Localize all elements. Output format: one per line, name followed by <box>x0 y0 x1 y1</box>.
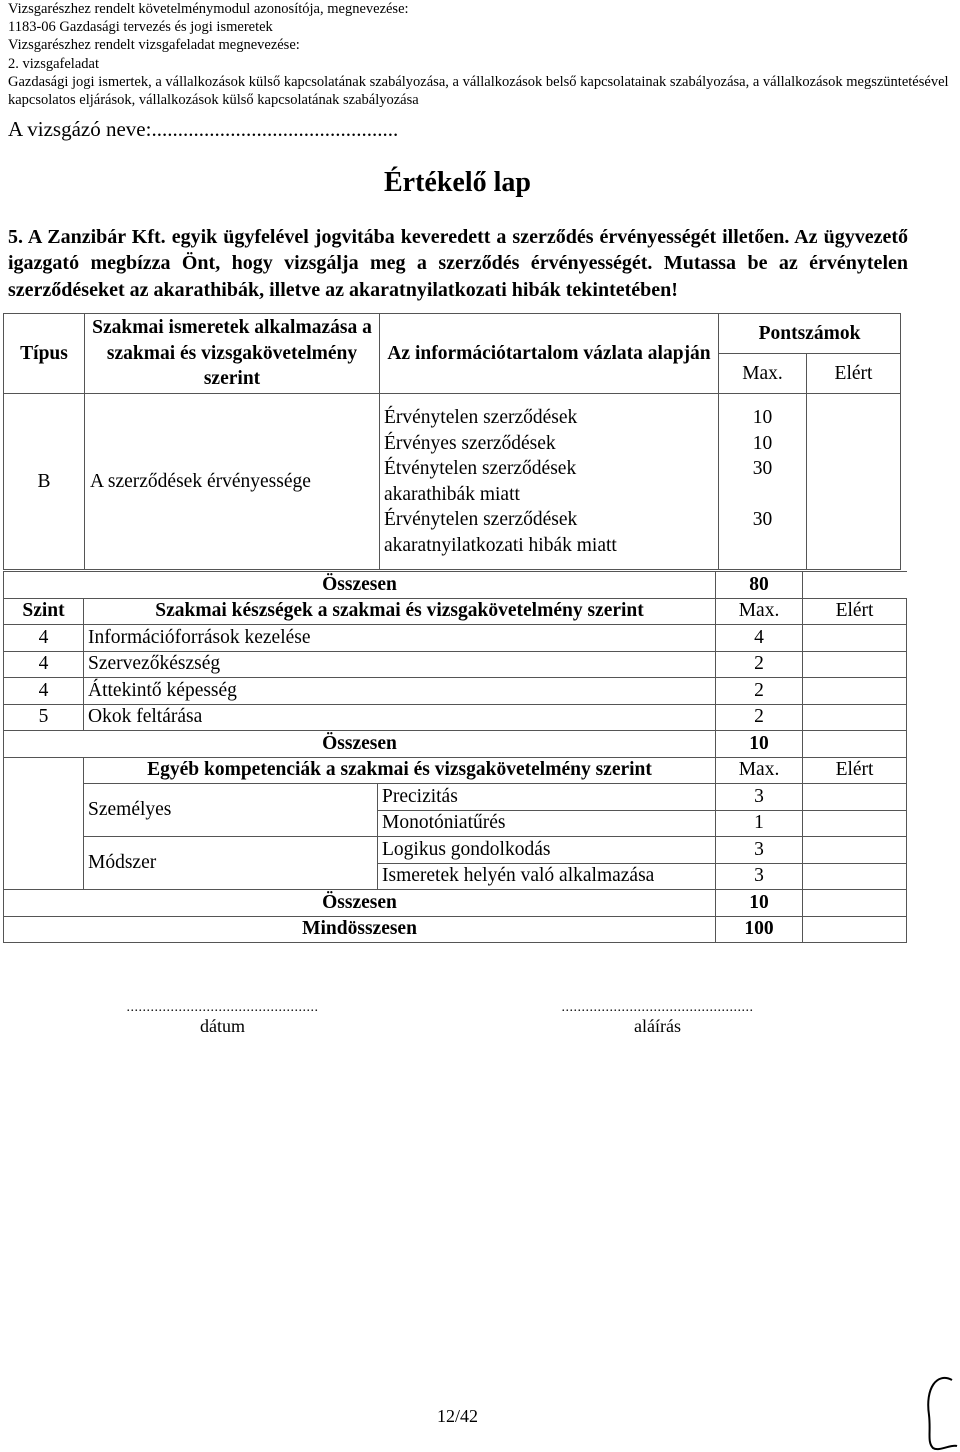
col-header-max: Max. <box>719 354 807 394</box>
competence-max: 3 <box>716 837 803 864</box>
subtotal-label: Összesen <box>4 572 716 599</box>
col-header-other: Egyéb kompetenciák a szakmai és vizsgakövetelmény szerint <box>84 757 716 784</box>
competence-achieved <box>803 784 907 811</box>
col-header-achieved: Elért <box>807 354 901 394</box>
col-header-knowledge: Szakmai ismeretek alkalmazása a szakmai és vizsgakövetelmény szerint <box>85 314 380 394</box>
header-task-label: Vizsgarészhez rendelt vizsgafeladat megnevezése: <box>8 37 300 54</box>
competence-group-method: Módszer <box>84 837 378 890</box>
skill-level: 4 <box>4 625 84 652</box>
competence-achieved <box>803 810 907 837</box>
info-item: Érvénytelen szerződések <box>384 407 578 428</box>
col-header-max: Max. <box>716 757 803 784</box>
row-topic: A szerződések érvényessége <box>85 394 380 570</box>
header-module-label: Vizsgarészhez rendelt követelménymodul azonosítója, megnevezése: <box>8 1 409 17</box>
max-point: 10 <box>752 432 773 454</box>
competence-max: 3 <box>716 784 803 811</box>
skills-table <box>3 571 907 943</box>
skill-max: 2 <box>716 678 803 705</box>
col-header-skills: Szakmai készségek a szakmai és vizsgakövetelmény szerint <box>84 598 716 625</box>
skill-level: 4 <box>4 678 84 705</box>
table-row <box>4 625 907 652</box>
table-row <box>4 784 907 811</box>
task-description: 5. A Zanzibár Kft. egyik ügyfelével jogvitába keveredett a szerződés érvényességét illetően. Az ügyvezető igazgató megbízza Önt, hogy vizsgálja meg a szerződés érvényességét. Mutassa be az érvénytelen szerződéseket az akarathibák, illetve az akaratnyilatkozati hibák tekintetében! <box>8 226 908 301</box>
subtotal-achieved <box>803 572 907 599</box>
header-module-name: 1183-06 Gazdasági tervezés és jogi ismeretek <box>8 19 273 36</box>
row-type: B <box>4 394 85 570</box>
info-item: Érvényes szerződések <box>384 432 556 454</box>
grand-total-label: Mindösszesen <box>4 916 716 943</box>
competence-max: 1 <box>716 810 803 837</box>
subtotal-achieved <box>803 731 907 758</box>
skill-achieved <box>803 651 907 678</box>
col-header-achieved: Elért <box>803 757 907 784</box>
info-item: akaratnyilatkozati hibák miatt <box>384 534 617 556</box>
subtotal-value: 10 <box>716 890 803 917</box>
col-header-info: Az információtartalom vázlata alapján <box>380 314 719 394</box>
skill-achieved <box>803 704 907 731</box>
skill-name: Információforrások kezelése <box>84 625 716 652</box>
competence-name: Precizitás <box>378 784 716 811</box>
skill-max: 2 <box>716 651 803 678</box>
competence-max: 3 <box>716 863 803 890</box>
blank-cell <box>4 837 84 864</box>
info-item: akarathibák miatt <box>384 483 520 505</box>
signature-field <box>525 1000 790 1037</box>
header-task-description: Gazdasági jogi ismertek, a vállalkozások külső kapcsolatának szabályozása, a vállalkozások belső kapcsolatainak szabályozása, a vállalkozások megszüntetésével kapcsolatos eljárások, vállalkozások külső kapcsolatának szabályozása <box>8 73 949 109</box>
skill-achieved <box>803 678 907 705</box>
max-point: 30 <box>752 509 773 530</box>
blank-cell <box>4 810 84 837</box>
max-point: 30 <box>752 458 773 479</box>
col-header-achieved: Elért <box>803 598 907 625</box>
date-field <box>90 1000 355 1037</box>
skill-max: 2 <box>716 704 803 731</box>
subtotal-label: Összesen <box>4 731 716 758</box>
max-point <box>719 482 806 508</box>
table-row <box>4 678 907 705</box>
skill-level: 4 <box>4 651 84 678</box>
candidate-name-field: A vizsgázó neve:............................................... <box>8 117 399 141</box>
subtotal-achieved <box>803 890 907 917</box>
document-header <box>8 0 953 109</box>
competence-achieved <box>803 863 907 890</box>
table-row <box>4 651 907 678</box>
subtotal-label: Összesen <box>4 890 716 917</box>
info-items <box>380 394 719 570</box>
knowledge-table <box>3 313 901 570</box>
skill-level: 5 <box>4 704 84 731</box>
skill-name: Szervezőkészség <box>84 651 716 678</box>
col-header-level: Szint <box>4 598 84 625</box>
date-line: ................................................ <box>126 1000 319 1015</box>
header-task-name: 2. vizsgafeladat <box>8 55 99 72</box>
max-point <box>719 533 806 559</box>
skill-achieved <box>803 625 907 652</box>
competence-name: Monotóniatűrés <box>378 810 716 837</box>
col-header-type: Típus <box>4 314 85 394</box>
table-row <box>4 837 907 864</box>
skill-name: Áttekintő képesség <box>84 678 716 705</box>
col-header-points: Pontszámok <box>719 314 901 354</box>
table-row <box>4 704 907 731</box>
col-header-max: Max. <box>716 598 803 625</box>
competence-name: Logikus gondolkodás <box>378 837 716 864</box>
page-number: 12/42 <box>436 1406 478 1426</box>
subtotal-value: 10 <box>716 731 803 758</box>
signature-line: ................................................ <box>561 1000 754 1015</box>
info-item: Étvénytelen szerződések <box>384 458 577 479</box>
grand-total-achieved <box>803 916 907 943</box>
grand-total-value: 100 <box>716 916 803 943</box>
competence-achieved <box>803 837 907 864</box>
info-item: Érvénytelen szerződések <box>384 509 578 530</box>
max-point: 10 <box>752 407 773 428</box>
subtotal-value: 80 <box>716 572 803 599</box>
competence-name: Ismeretek helyén való alkalmazása <box>378 863 716 890</box>
competence-group-personal: Személyes <box>84 784 378 837</box>
handwritten-mark <box>917 1370 960 1452</box>
signature-label: aláírás <box>634 1016 681 1036</box>
blank-cell <box>4 757 84 784</box>
blank-cell <box>4 784 84 811</box>
page-title: Értékelő lap <box>384 167 531 198</box>
achieved-points <box>807 394 901 570</box>
date-label: dátum <box>200 1016 245 1036</box>
skill-name: Okok feltárása <box>84 704 716 731</box>
blank-cell <box>4 863 84 890</box>
skill-max: 4 <box>716 625 803 652</box>
max-points <box>719 394 807 570</box>
